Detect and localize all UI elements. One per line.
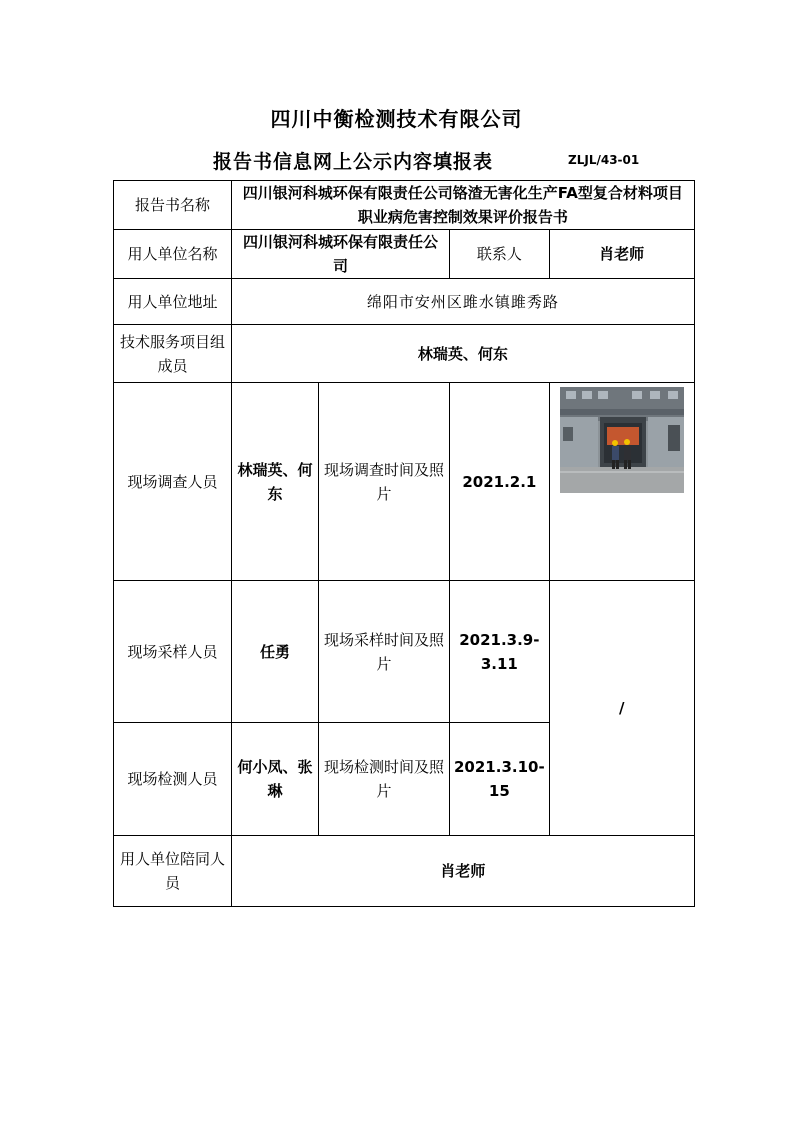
row-report-name: [114, 181, 695, 230]
survey-photo-cell: [549, 383, 694, 581]
company-title: 四川中衡检测技术有限公司: [270, 107, 523, 131]
contact-value: 肖老师: [549, 230, 694, 279]
sampling-staff: 任勇: [232, 581, 319, 723]
row-team-members: [114, 325, 695, 383]
site-survey-photo: [560, 387, 684, 493]
contact-label: 联系人: [450, 230, 550, 279]
report-name-value: 四川银河科城环保有限责任公司铬渣无害化生产FA型复合材料项目职业病危害控制效果评价报告书: [232, 181, 695, 230]
row-accompany: [114, 836, 695, 907]
disclosure-form-table: [113, 180, 695, 907]
report-name-label: 报告书名称: [114, 181, 232, 230]
row-employer-address: [114, 279, 695, 325]
team-members-label: 技术服务项目组成员: [114, 325, 232, 383]
survey-label: 现场调查人员: [114, 383, 232, 581]
testing-time-label: 现场检测时间及照片: [319, 723, 450, 836]
survey-staff: 林瑞英、何东: [232, 383, 319, 581]
form-code: ZLJL/43-01: [568, 153, 640, 167]
row-sampling: [114, 581, 695, 723]
testing-date: 2021.3.10-15: [450, 723, 550, 836]
photo-placeholder: /: [549, 581, 694, 836]
sampling-label: 现场采样人员: [114, 581, 232, 723]
team-members-value: 林瑞英、何东: [232, 325, 695, 383]
sampling-time-label: 现场采样时间及照片: [319, 581, 450, 723]
row-survey: [114, 383, 695, 581]
employer-address-label: 用人单位地址: [114, 279, 232, 325]
employer-address-value: 绵阳市安州区雎水镇雎秀路: [232, 279, 695, 325]
employer-name-value: 四川银河科城环保有限责任公司: [232, 230, 450, 279]
form-title: 报告书信息网上公示内容填报表: [213, 151, 494, 173]
survey-time-label: 现场调查时间及照片: [319, 383, 450, 581]
row-employer-name: [114, 230, 695, 279]
site-photo-image: [560, 387, 684, 493]
sampling-date: 2021.3.9-3.11: [450, 581, 550, 723]
testing-label: 现场检测人员: [114, 723, 232, 836]
employer-name-label: 用人单位名称: [114, 230, 232, 279]
accompany-value: 肖老师: [232, 836, 695, 907]
accompany-label: 用人单位陪同人员: [114, 836, 232, 907]
survey-date: 2021.2.1: [450, 383, 550, 581]
testing-staff: 何小凤、张琳: [232, 723, 319, 836]
